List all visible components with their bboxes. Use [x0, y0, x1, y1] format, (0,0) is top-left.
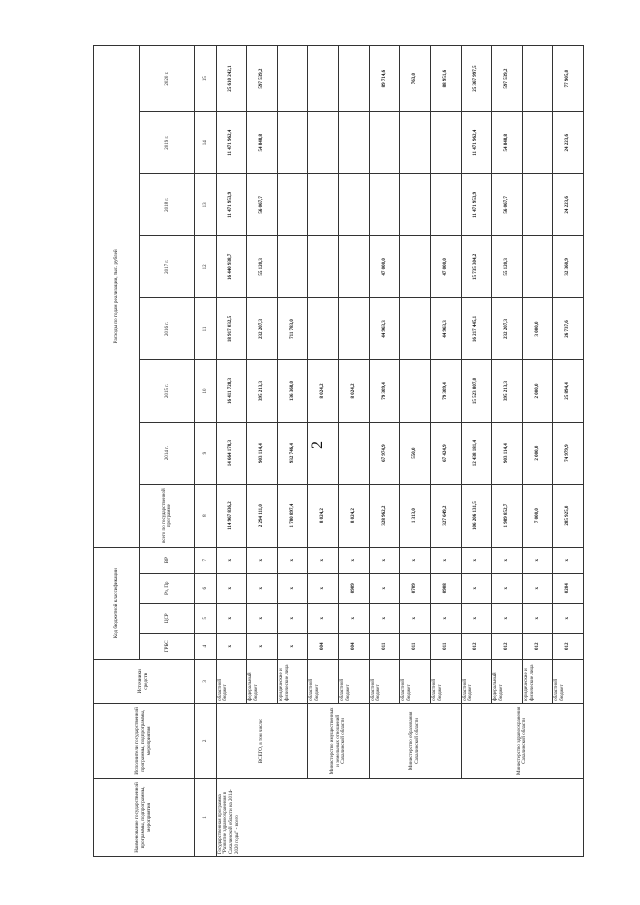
value-cell-y2016 [400, 298, 431, 360]
value-cell-total: 106 206 131,5 [461, 484, 492, 547]
executor-cell: Министерство здравоохранения Сахалинской области [461, 703, 584, 778]
value-cell-y2016: 26 737,6 [553, 298, 584, 360]
value-cell-total: 1 989 852,7 [492, 484, 523, 547]
value-cell-kcr: x [247, 603, 278, 633]
value-cell-y2018 [277, 174, 308, 236]
value-cell-y2020: 597 539,2 [247, 46, 278, 112]
value-cell-grbs: 011 [400, 633, 431, 659]
value-cell-y2015: 16 411 728,3 [216, 360, 247, 422]
column-number-cell: 9 [195, 422, 216, 484]
header-kcr: ЦСР [140, 603, 195, 633]
source-cell: областной бюджет [430, 659, 461, 703]
value-cell-y2014: 550,0 [400, 422, 431, 484]
header-y2016: 2016 г. [140, 298, 195, 360]
value-cell-y2020: 25 367 997,5 [461, 46, 492, 112]
value-cell-y2014: 67 974,9 [369, 422, 400, 484]
header-expenses-group: Расходы по годам реализации, тыс. рублей [94, 46, 140, 548]
value-cell-y2016: 18 917 032,5 [216, 298, 247, 360]
value-cell-grbs: x [247, 633, 278, 659]
column-number-cell: 4 [195, 633, 216, 659]
value-cell-y2019: 24 223,6 [553, 112, 584, 174]
value-cell-y2018 [369, 174, 400, 236]
value-cell-vr: x [369, 547, 400, 573]
value-cell-y2020: 77 905,0 [553, 46, 584, 112]
value-cell-grbs: 004 [339, 633, 370, 659]
value-cell-kcr: x [492, 603, 523, 633]
value-cell-kcr: x [430, 603, 461, 633]
executor-cell: Министерство имущественных и земельных отношений Сахалинской области [308, 703, 369, 778]
value-cell-y2020 [522, 46, 553, 112]
source-cell: юридические и физические лица [522, 659, 553, 703]
value-cell-kcr: x [339, 603, 370, 633]
value-cell-y2016 [308, 298, 339, 360]
value-cell-y2016: 44 963,3 [369, 298, 400, 360]
source-cell: областной бюджет [400, 659, 431, 703]
value-cell-y2018 [400, 174, 431, 236]
header-y2014: 2014 г. [140, 422, 195, 484]
value-cell-y2015: 79 309,4 [369, 360, 400, 422]
value-cell-y2016: 3 000,0 [522, 298, 553, 360]
value-cell-y2016: 16 217 445,1 [461, 298, 492, 360]
value-cell-total: 1 780 897,4 [277, 484, 308, 547]
value-cell-y2018: 56 067,7 [247, 174, 278, 236]
value-cell-y2016: 232 207,3 [247, 298, 278, 360]
value-cell-kcr: x [461, 603, 492, 633]
executor-cell: Министерство образования Сахалинской области [369, 703, 461, 778]
column-number-cell: 11 [195, 298, 216, 360]
value-cell-rzpr: 0204 [553, 573, 584, 603]
value-cell-y2020 [308, 46, 339, 112]
value-cell-y2016: 232 207,3 [492, 298, 523, 360]
value-cell-y2020: 89 714,6 [369, 46, 400, 112]
table-row [461, 46, 492, 857]
value-cell-rzpr: 0908 [430, 573, 461, 603]
value-cell-y2018: 11 471 953,9 [461, 174, 492, 236]
value-cell-vr: x [461, 547, 492, 573]
source-cell: федеральный бюджет [247, 659, 278, 703]
header-y2018: 2018 г. [140, 174, 195, 236]
value-cell-y2020: 25 610 242,1 [216, 46, 247, 112]
value-cell-y2017: 47 000,0 [369, 236, 400, 298]
value-cell-y2020: 597 539,2 [492, 46, 523, 112]
value-cell-y2014: 67 424,9 [430, 422, 461, 484]
table-body [216, 46, 584, 857]
value-cell-y2018 [522, 174, 553, 236]
budget-table [93, 45, 584, 857]
value-cell-y2019: 54 848,8 [492, 112, 523, 174]
value-cell-y2015: 136 368,0 [277, 360, 308, 422]
header-bk-group: Код бюджетной классификации [94, 547, 140, 659]
value-cell-kcr: x [553, 603, 584, 633]
header-y2019: 2019 г. [140, 112, 195, 174]
value-cell-y2015: 395 213,3 [247, 360, 278, 422]
value-cell-rzpr: x [492, 573, 523, 603]
value-cell-y2017: 16 440 938,7 [216, 236, 247, 298]
header-vr: ВР [140, 547, 195, 573]
header-y2017: 2017 г. [140, 236, 195, 298]
header-total: всего по государственной программе [140, 484, 195, 547]
column-number-cell: 6 [195, 573, 216, 603]
value-cell-grbs: 012 [492, 633, 523, 659]
column-number-cell: 1 [195, 778, 216, 856]
value-cell-total: 327 649,2 [430, 484, 461, 547]
value-cell-total: 7 000,0 [522, 484, 553, 547]
value-cell-y2014: 2 000,0 [522, 422, 553, 484]
header-grbs: ГРБС [140, 633, 195, 659]
column-number-cell: 8 [195, 484, 216, 547]
value-cell-y2020 [339, 46, 370, 112]
value-cell-vr: x [430, 547, 461, 573]
value-cell-y2018 [430, 174, 461, 236]
value-cell-kcr: x [369, 603, 400, 633]
value-cell-vr: x [553, 547, 584, 573]
header-name: Наименование государственной программы, подпрограммы, мероприятия [94, 778, 195, 856]
source-cell: юридические и физические лица [277, 659, 308, 703]
value-cell-grbs: 012 [522, 633, 553, 659]
value-cell-y2019 [339, 112, 370, 174]
table-row [369, 46, 400, 857]
value-cell-y2014: 12 438 181,4 [461, 422, 492, 484]
value-cell-total: 8 024,2 [339, 484, 370, 547]
value-cell-y2015: 79 309,4 [430, 360, 461, 422]
value-cell-y2016: 44 963,3 [430, 298, 461, 360]
column-number-cell: 13 [195, 174, 216, 236]
program-name-cell: Государственная программа "Развитие здравоохранения в Сахалинской области на 2014-2020 годы" - всего [216, 778, 584, 856]
column-number-cell: 7 [195, 547, 216, 573]
value-cell-y2017 [308, 236, 339, 298]
value-cell-rzpr: x [308, 573, 339, 603]
header-y2020: 2020 г. [140, 46, 195, 112]
value-cell-rzpr: x [216, 573, 247, 603]
value-cell-total: 285 925,0 [553, 484, 584, 547]
value-cell-grbs: 012 [553, 633, 584, 659]
source-cell: областной бюджет [461, 659, 492, 703]
value-cell-y2015: 395 213,3 [492, 360, 523, 422]
value-cell-y2017: 47 000,0 [430, 236, 461, 298]
source-cell: областной бюджет [216, 659, 247, 703]
value-cell-y2017 [400, 236, 431, 298]
value-cell-total: 2 294 111,0 [247, 484, 278, 547]
value-cell-y2017: 55 120,3 [247, 236, 278, 298]
value-cell-y2018: 11 471 953,9 [216, 174, 247, 236]
header-source: Источники средств [94, 659, 195, 703]
value-cell-y2017 [339, 236, 370, 298]
value-cell-vr: x [339, 547, 370, 573]
value-cell-y2019: 54 848,8 [247, 112, 278, 174]
column-number-cell: 10 [195, 360, 216, 422]
rotated-table-container [93, 45, 584, 857]
value-cell-grbs: 004 [308, 633, 339, 659]
value-cell-total: 8 024,2 [308, 484, 339, 547]
value-cell-total: 1 313,0 [400, 484, 431, 547]
value-cell-y2018 [308, 174, 339, 236]
value-cell-y2014: 903 114,4 [247, 422, 278, 484]
column-number-cell: 3 [195, 659, 216, 703]
value-cell-grbs: 012 [461, 633, 492, 659]
value-cell-y2018 [339, 174, 370, 236]
value-cell-y2019 [369, 112, 400, 174]
value-cell-y2016: 711 783,0 [277, 298, 308, 360]
value-cell-total: 328 962,2 [369, 484, 400, 547]
value-cell-y2015: 2 000,0 [522, 360, 553, 422]
value-cell-kcr: x [216, 603, 247, 633]
value-cell-y2014: 14 664 178,3 [216, 422, 247, 484]
source-cell: областной бюджет [308, 659, 339, 703]
value-cell-vr: x [247, 547, 278, 573]
value-cell-y2014 [308, 422, 339, 484]
value-cell-y2015: 25 894,4 [553, 360, 584, 422]
value-cell-y2019: 11 471 962,4 [461, 112, 492, 174]
value-cell-y2020: 763,0 [400, 46, 431, 112]
value-cell-rzpr: x [522, 573, 553, 603]
value-cell-vr: x [400, 547, 431, 573]
value-cell-y2019: 11 471 962,4 [216, 112, 247, 174]
source-cell: федеральный бюджет [492, 659, 523, 703]
value-cell-rzpr: x [461, 573, 492, 603]
value-cell-rzpr: x [277, 573, 308, 603]
executor-cell: ВСЕГО, в том числе: [216, 703, 308, 778]
column-number-cell: 5 [195, 603, 216, 633]
value-cell-kcr: x [522, 603, 553, 633]
value-cell-y2017: 15 735 304,2 [461, 236, 492, 298]
column-number-cell: 15 [195, 46, 216, 112]
value-cell-y2015: 8 024,2 [308, 360, 339, 422]
value-cell-y2017: 32 360,9 [553, 236, 584, 298]
value-cell-y2014 [339, 422, 370, 484]
header-executor: Исполнители государственной программы, подпрограммы, мероприятия [94, 703, 195, 778]
value-cell-grbs: 011 [430, 633, 461, 659]
source-cell: областной бюджет [553, 659, 584, 703]
header-y2015: 2015 г. [140, 360, 195, 422]
value-cell-vr: x [216, 547, 247, 573]
column-number-cell: 12 [195, 236, 216, 298]
value-cell-y2020: 88 951,6 [430, 46, 461, 112]
source-cell: областной бюджет [339, 659, 370, 703]
value-cell-kcr: x [308, 603, 339, 633]
value-cell-vr: x [492, 547, 523, 573]
column-number-cell: 14 [195, 112, 216, 174]
value-cell-grbs: x [277, 633, 308, 659]
value-cell-y2019 [277, 112, 308, 174]
value-cell-vr: x [277, 547, 308, 573]
table-row [216, 46, 247, 857]
value-cell-y2014: 903 114,4 [492, 422, 523, 484]
source-cell: областной бюджет [369, 659, 400, 703]
value-cell-grbs: x [216, 633, 247, 659]
value-cell-kcr: x [277, 603, 308, 633]
page-number: 2 [309, 441, 326, 449]
value-cell-y2019 [308, 112, 339, 174]
value-cell-y2016 [339, 298, 370, 360]
value-cell-vr: x [522, 547, 553, 573]
value-cell-grbs: 011 [369, 633, 400, 659]
value-cell-y2018: 56 067,7 [492, 174, 523, 236]
value-cell-y2018: 24 223,6 [553, 174, 584, 236]
value-cell-y2017: 55 120,3 [492, 236, 523, 298]
value-cell-y2014: 74 979,9 [553, 422, 584, 484]
value-cell-rzpr: x [369, 573, 400, 603]
column-number-row [195, 46, 216, 857]
value-cell-y2014: 932 746,4 [277, 422, 308, 484]
value-cell-vr: x [308, 547, 339, 573]
value-cell-y2019 [430, 112, 461, 174]
value-cell-rzpr: x [247, 573, 278, 603]
header-rzpr: Рз, Пр [140, 573, 195, 603]
column-number-cell: 2 [195, 703, 216, 778]
value-cell-rzpr: 0909 [339, 573, 370, 603]
value-cell-y2020 [277, 46, 308, 112]
value-cell-y2015: 15 523 807,0 [461, 360, 492, 422]
value-cell-y2019 [522, 112, 553, 174]
value-cell-y2019 [400, 112, 431, 174]
table-row [308, 46, 339, 857]
value-cell-total: 114 967 836,2 [216, 484, 247, 547]
value-cell-y2017 [277, 236, 308, 298]
value-cell-rzpr: 0709 [400, 573, 431, 603]
value-cell-kcr: x [400, 603, 431, 633]
value-cell-y2015: 8 024,2 [339, 360, 370, 422]
value-cell-y2017 [522, 236, 553, 298]
value-cell-y2015 [400, 360, 431, 422]
